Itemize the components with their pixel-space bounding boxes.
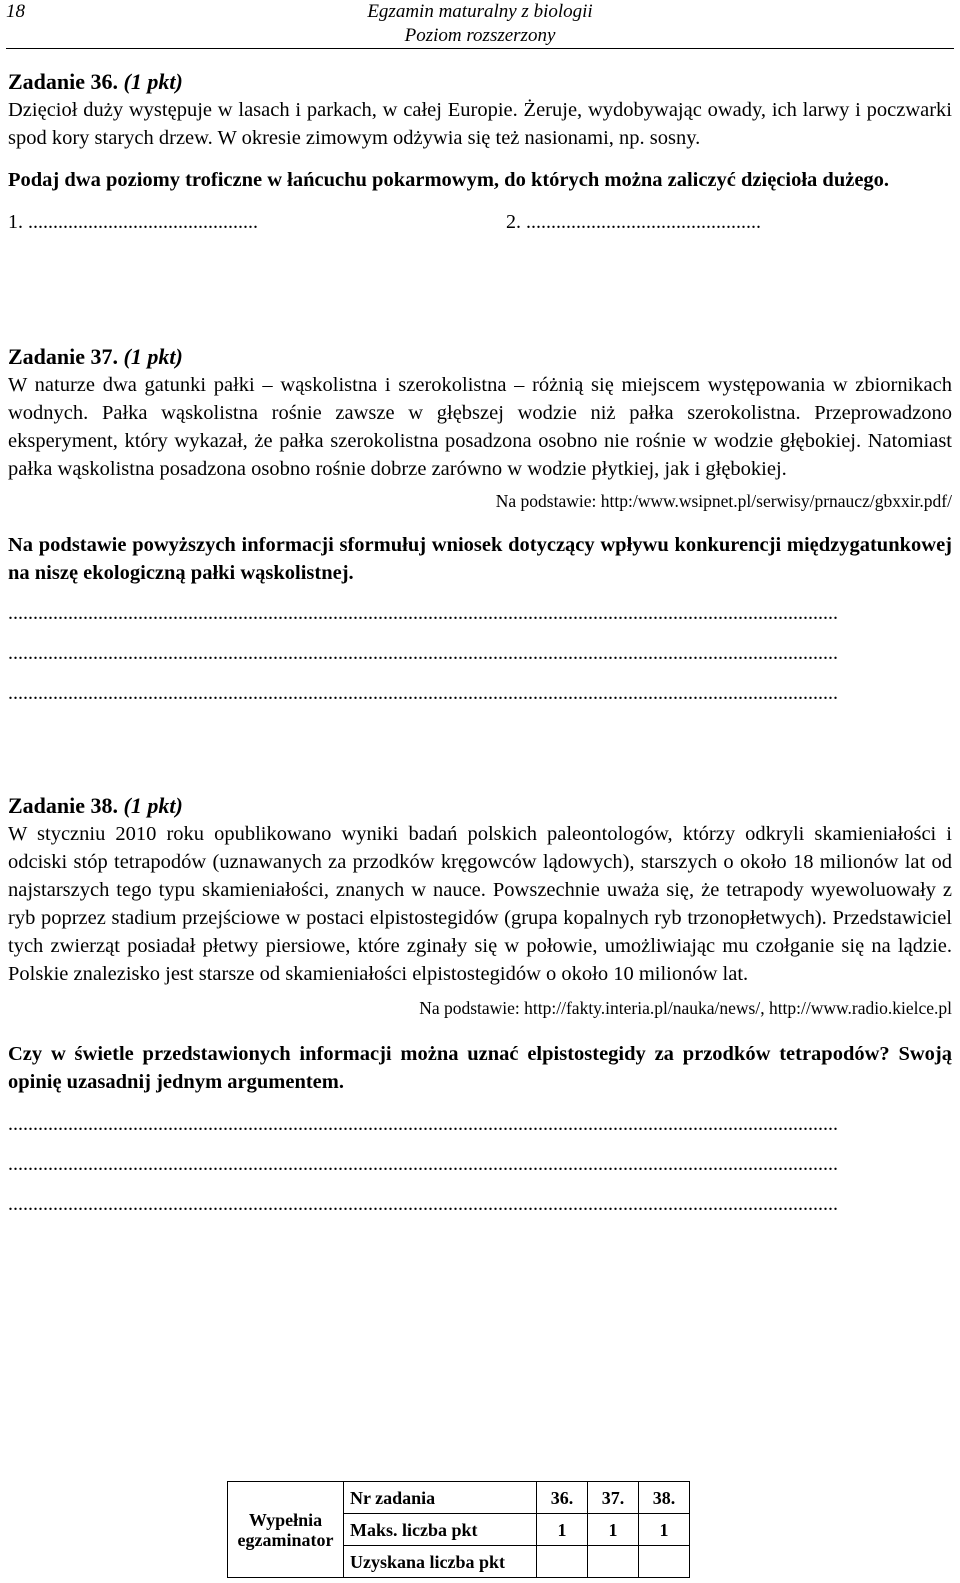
score-row1-label: Nr zadania <box>344 1482 537 1514</box>
task-36-title <box>8 68 952 96</box>
task-36-answer-1[interactable]: 1. .............................................. <box>8 211 258 233</box>
task-38-title <box>8 792 952 820</box>
task-38 <box>8 792 952 1218</box>
task-38-answer-line[interactable]: ...................................................................................................................................................................... <box>8 1193 838 1215</box>
task-37-question: Na podstawie powyższych informacji sformułuj wniosek dotyczący wpływu konkurencji międzygatunkowej na niszę ekologiczną pałki wąskolistnej. <box>8 534 952 584</box>
score-task-number: 36. <box>537 1482 588 1514</box>
task-38-answer-line[interactable]: ...................................................................................................................................................................... <box>8 1153 838 1175</box>
task-37-number: Zadanie 37. <box>8 344 119 369</box>
score-row-task-numbers <box>228 1482 690 1514</box>
score-task-number: 38. <box>639 1482 690 1514</box>
task-36 <box>8 68 952 236</box>
score-task-number: 37. <box>588 1482 639 1514</box>
task-37-source: Na podstawie: http:/www.wsipnet.pl/serwisy/prnaucz/gbxxir.pdf/ <box>495 491 952 511</box>
task-36-answers <box>8 208 952 236</box>
score-max-points: 1 <box>639 1514 690 1546</box>
task-37 <box>8 343 952 707</box>
task-38-source: Na podstawie: http://fakty.interia.pl/nauka/news/, http://www.radio.kielce.pl <box>419 998 952 1018</box>
task-38-question: Czy w świetle przedstawionych informacji można uznać elpistostegidy za przodków tetrapodów? Swoją opinię uzasadnij jednym argumentem. <box>8 1043 952 1093</box>
task-38-number: Zadanie 38. <box>8 793 119 818</box>
page-header <box>6 0 954 50</box>
header-title: Egzamin maturalny z biologii <box>367 1 593 22</box>
task-36-points: (1 pkt) <box>123 69 183 94</box>
task-37-answer-line[interactable]: ...................................................................................................................................................................... <box>8 602 838 624</box>
task-37-text: W naturze dwa gatunki pałki – wąskolistna i szerokolistna – różnią się miejscem występowania w zbiornikach wodnych. Pałka wąskolistna rośnie zawsze w głębszej wodzie niż pałka szerokolistna. Przeprowadzono eksperyment, który wykazał, że pałka szerokolistna posadzona osobno nie rośnie w wodzie głębokiej. Natomiast pałka wąskolistna posadzona osobno rośnie dobrze zarówno w wodzie płytkiej, jak i głębokiej. <box>8 374 952 480</box>
task-36-question: Podaj dwa poziomy troficzne w łańcuchu pokarmowym, do których można zaliczyć dzięcioła dużego. <box>8 169 890 191</box>
task-37-answer-line[interactable]: ...................................................................................................................................................................... <box>8 682 838 704</box>
score-obtained-cell[interactable] <box>588 1546 639 1578</box>
page-number: 18 <box>6 1 25 22</box>
score-max-points: 1 <box>537 1514 588 1546</box>
task-38-points: (1 pkt) <box>123 793 183 818</box>
task-38-answer-line[interactable]: ...................................................................................................................................................................... <box>8 1113 838 1135</box>
score-side-label: Wypełnia egzaminator <box>228 1482 344 1578</box>
score-row2-label: Maks. liczba pkt <box>344 1514 537 1546</box>
task-36-answer-2[interactable]: 2. ............................................... <box>506 211 761 233</box>
score-obtained-cell[interactable] <box>639 1546 690 1578</box>
score-obtained-cell[interactable] <box>537 1546 588 1578</box>
task-38-text: W styczniu 2010 roku opublikowano wyniki badań polskich paleontologów, którzy odkryli skamieniałości i odciski stóp tetrapodów (uznawanych za przodków kręgowców lądowych), starszych o około 18 milionów lat od najstarszych tego typu skamieniałości, znanych w nauce. Powszechnie uważa się, że tetrapody wyewoluowały z ryb poprzez stadium przejściowe w postaci elpistostegidów (grupa kopalnych ryb trzonopłetwych). Przedstawiciel tych zwierząt posiadał płetwy piersiowe, które zginały się w połowie, umożliwiając mu czołganie się na lądzie. Polskie znalezisko jest starsze od skamieniałości elpistostegidów o około 10 milionów lat. <box>8 823 952 985</box>
header-subtitle: Poziom rozszerzony <box>404 25 556 46</box>
task-37-points: (1 pkt) <box>123 344 183 369</box>
task-37-title <box>8 343 952 371</box>
score-row3-label: Uzyskana liczba pkt <box>344 1546 537 1578</box>
score-max-points: 1 <box>588 1514 639 1546</box>
header-rule <box>6 48 954 49</box>
task-36-number: Zadanie 36. <box>8 69 119 94</box>
score-table <box>227 1481 690 1578</box>
task-36-text: Dzięcioł duży występuje w lasach i parkach, w całej Europie. Żeruje, wydobywając owady, ich larwy i poczwarki spod kory starych drzew. W okresie zimowym odżywia się też nasionami, np. sosny. <box>8 99 952 149</box>
task-37-answer-line[interactable]: ...................................................................................................................................................................... <box>8 642 838 664</box>
